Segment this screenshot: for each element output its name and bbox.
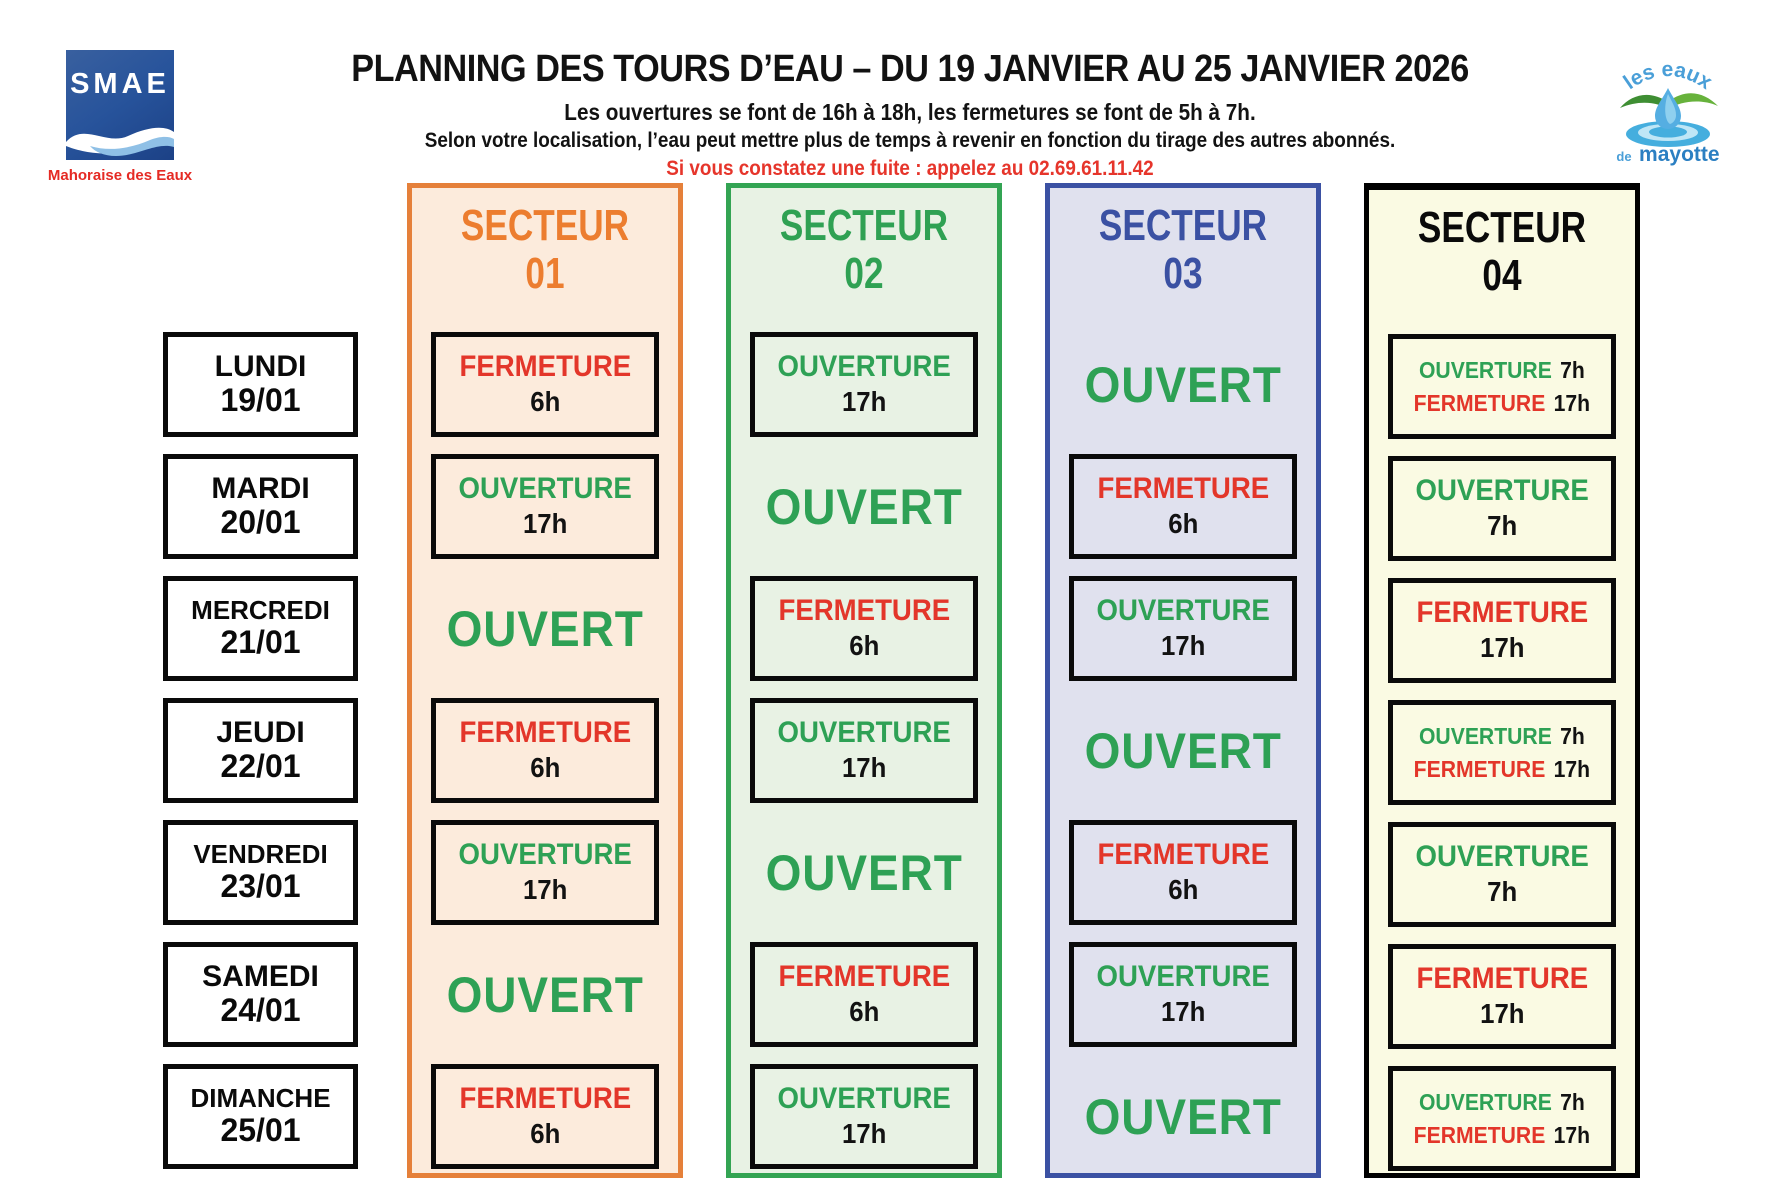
sector-04-column <box>1364 183 1640 1178</box>
subtitle-hours: Les ouvertures se font de 16h à 18h, les fermetures se font de 5h à 7h. <box>564 98 1256 125</box>
cell-s01-jeudi: FERMETURE 6h <box>431 698 659 803</box>
cell-s02-mardi: OUVERT <box>765 478 963 535</box>
cell-s01-lundi: FERMETURE 6h <box>431 332 659 437</box>
cell-s03-vendredi: FERMETURE 6h <box>1069 820 1297 925</box>
cell-s03-mercredi: OUVERTURE 17h <box>1069 576 1297 681</box>
smae-wordmark: SMAE <box>70 68 170 100</box>
cell-s02-lundi: OUVERTURE 17h <box>750 332 978 437</box>
cell-s04-dimanche: OUVERTURE 7h FERMETURE 17h <box>1388 1066 1616 1171</box>
day-label-lundi: LUNDI 19/01 <box>163 332 358 437</box>
cell-s04-lundi: OUVERTURE 7h FERMETURE 17h <box>1388 334 1616 439</box>
leak-alert-phone: Si vous constatez une fuite : appelez au 02.69.61.11.42 <box>666 156 1154 180</box>
sector-03-title: SECTEUR 03 <box>1098 201 1268 298</box>
sector-02-column <box>726 183 1002 1178</box>
cell-s01-mardi: OUVERTURE 17h <box>431 454 659 559</box>
sector-02-title: SECTEUR 02 <box>779 201 949 298</box>
header <box>244 50 1576 181</box>
cell-s03-jeudi: OUVERT <box>1084 722 1282 779</box>
cell-s02-mercredi: FERMETURE 6h <box>750 576 978 681</box>
cell-s02-dimanche: OUVERTURE 17h <box>750 1064 978 1169</box>
logo-arc-text: les eaux <box>1619 57 1717 95</box>
smae-logo-box <box>66 50 174 160</box>
cell-s01-mercredi: OUVERT <box>446 600 644 657</box>
cell-s01-samedi: OUVERT <box>446 966 644 1023</box>
cell-s02-jeudi: OUVERTURE 17h <box>750 698 978 803</box>
cell-s03-dimanche: OUVERT <box>1084 1088 1282 1145</box>
cell-s04-samedi: FERMETURE 17h <box>1388 944 1616 1049</box>
poster-title: PLANNING DES TOURS D’EAU – DU 19 JANVIER AU 25 JANVIER 2026 <box>351 48 1469 90</box>
cell-s04-mercredi: FERMETURE 17h <box>1388 578 1616 683</box>
logo-mayotte-text: mayotte <box>1639 143 1720 166</box>
day-label-samedi: SAMEDI 24/01 <box>163 942 358 1047</box>
wave-icon <box>66 114 174 160</box>
day-label-vendredi: VENDREDI 23/01 <box>163 820 358 925</box>
svg-text:de mayotte <box>1616 143 1719 166</box>
day-label-mardi: MARDI 20/01 <box>163 454 358 559</box>
cell-s04-jeudi: OUVERTURE 7h FERMETURE 17h <box>1388 700 1616 805</box>
cell-s03-mardi: FERMETURE 6h <box>1069 454 1297 559</box>
les-eaux-de-mayotte-logo <box>1598 50 1738 170</box>
cell-s03-lundi: OUVERT <box>1084 356 1282 413</box>
cell-s04-mardi: OUVERTURE 7h <box>1388 456 1616 561</box>
cell-s03-samedi: OUVERTURE 17h <box>1069 942 1297 1047</box>
day-label-jeudi: JEUDI 22/01 <box>163 698 358 803</box>
cell-s02-vendredi: OUVERT <box>765 844 963 901</box>
day-label-mercredi: MERCREDI 21/01 <box>163 576 358 681</box>
sector-01-column <box>407 183 683 1178</box>
sector-03-column <box>1045 183 1321 1178</box>
sector-04-title: SECTEUR 04 <box>1417 203 1587 300</box>
cell-s01-dimanche: FERMETURE 6h <box>431 1064 659 1169</box>
day-label-dimanche: DIMANCHE 25/01 <box>163 1064 358 1169</box>
sector-01-title: SECTEUR 01 <box>460 201 630 298</box>
subtitle-note: Selon votre localisation, l’eau peut mettre plus de temps à revenir en fonction du tirage des autres abonnés. <box>424 128 1396 152</box>
logo-de-text: de <box>1616 149 1632 164</box>
cell-s01-vendredi: OUVERTURE 17h <box>431 820 659 925</box>
cell-s04-vendredi: OUVERTURE 7h <box>1388 822 1616 927</box>
cell-s02-samedi: FERMETURE 6h <box>750 942 978 1047</box>
smae-caption: Mahoraise des Eaux <box>47 167 193 184</box>
smae-logo <box>40 50 200 184</box>
